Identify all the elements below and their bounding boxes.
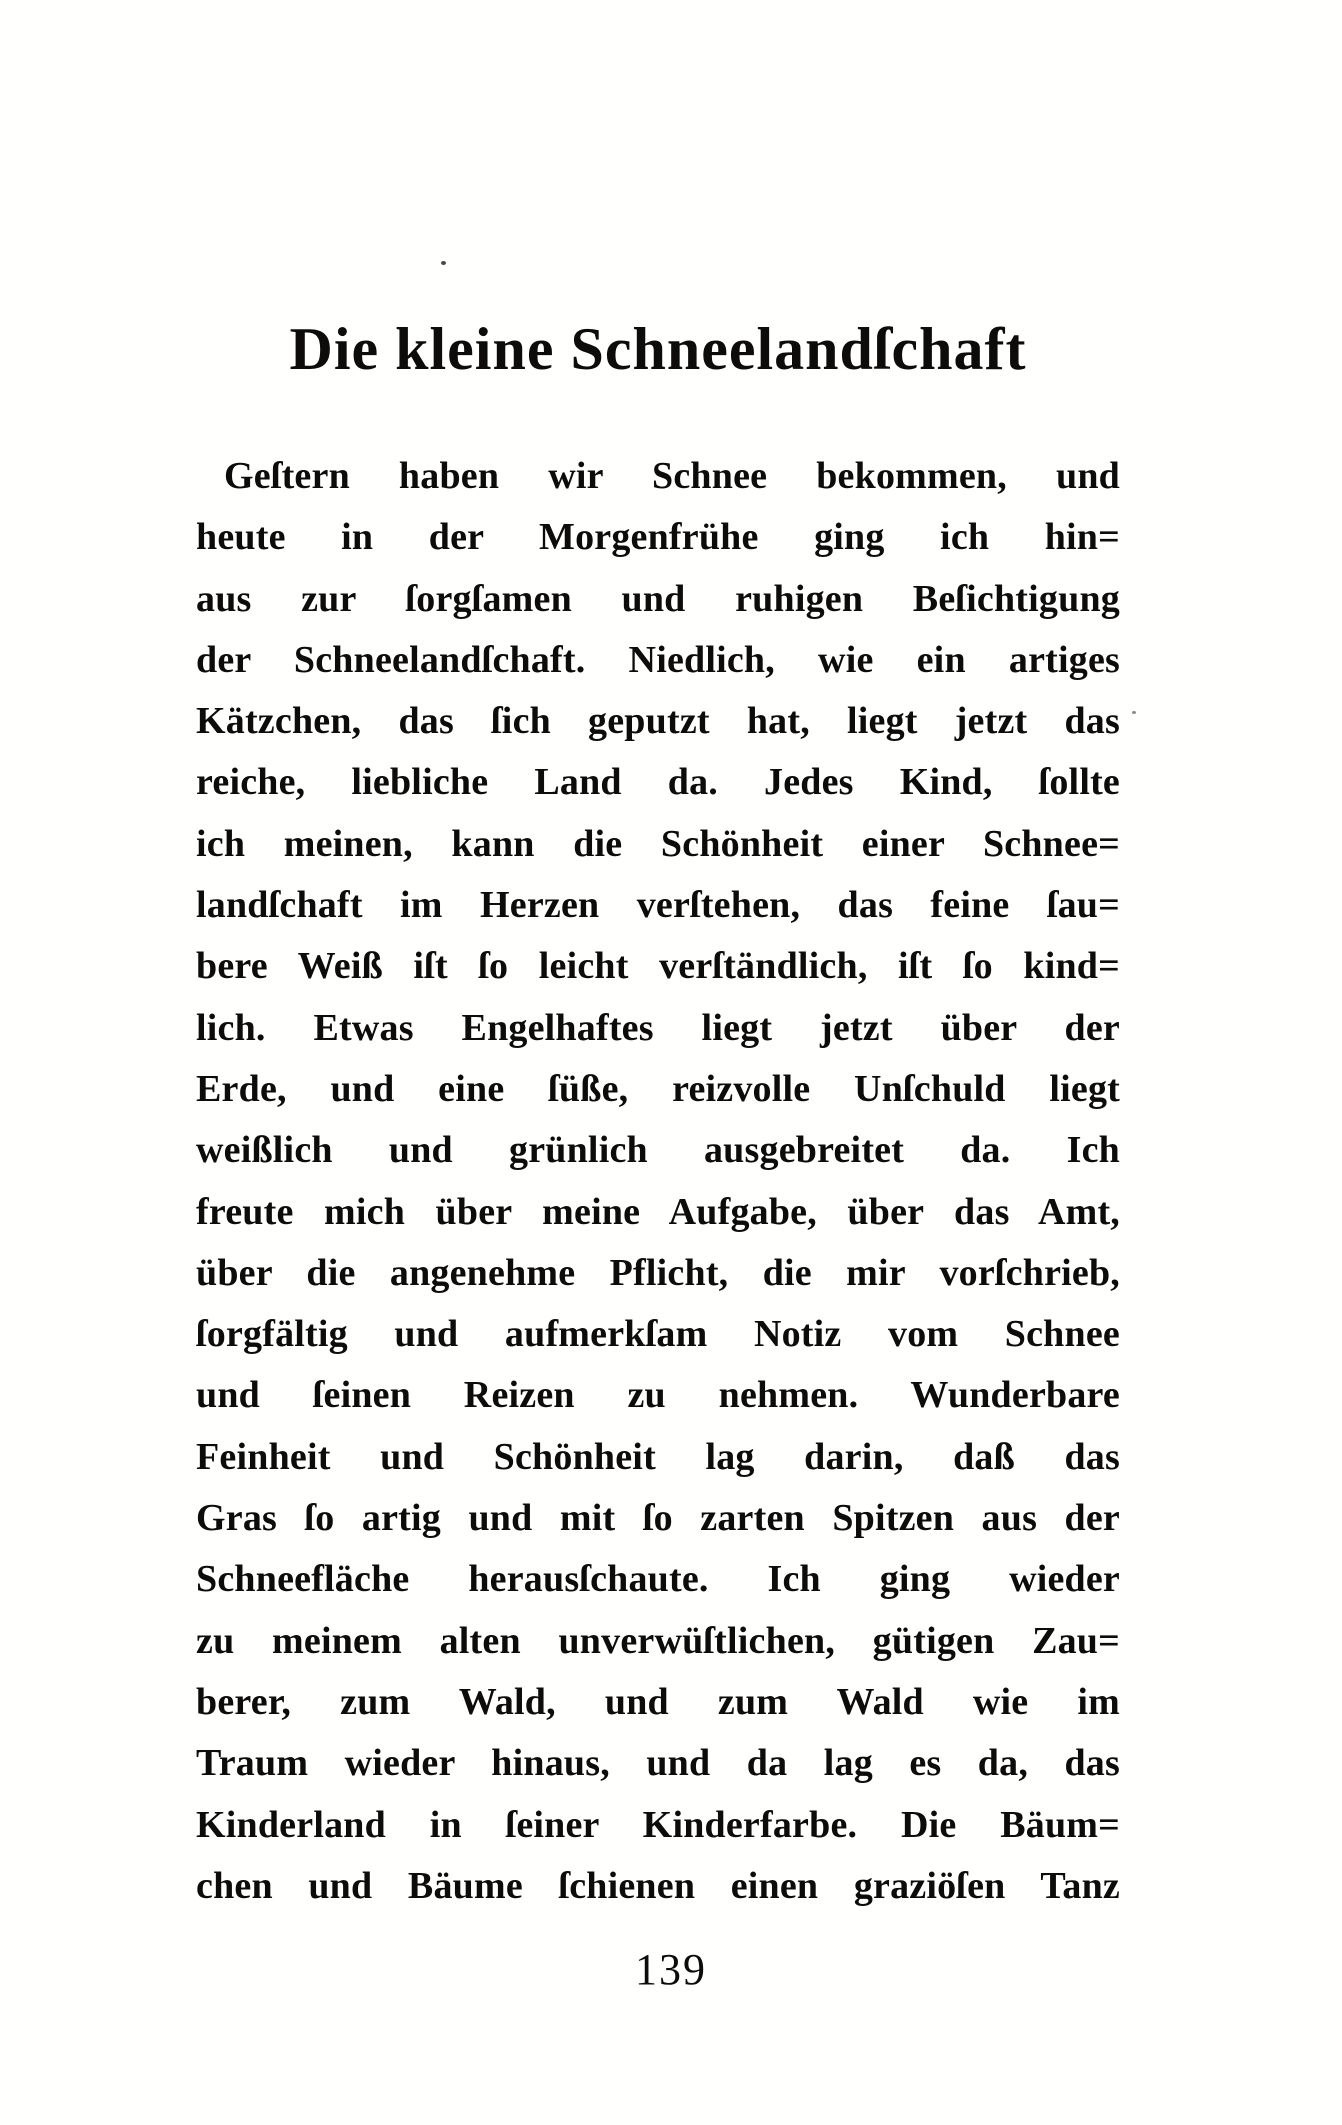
body-line: Schneefläche herausſchaute. Ich ging wieder [196, 1558, 1120, 1601]
body-line: Gras ſo artig und mit ſo zarten Spitzen aus der [196, 1497, 1120, 1540]
body-line: chen und Bäume ſchienen einen graziöſen Tanz [196, 1864, 1120, 1907]
scan-speck [1132, 711, 1136, 714]
body-line: landſchaft im Herzen verſtehen, das feine ſau= [196, 884, 1120, 927]
body-line: über die angenehme Pflicht, die mir vorſchrieb, [196, 1251, 1120, 1294]
body-line: Traum wieder hinaus, und da lag es da, das [196, 1742, 1120, 1785]
body-line: berer, zum Wald, und zum Wald wie im [196, 1680, 1120, 1723]
body-line: Kätzchen, das ſich geputzt hat, liegt jetzt das [196, 700, 1120, 743]
body-line: reiche, liebliche Land da. Jedes Kind, ſollte [196, 761, 1120, 804]
body-line: freute mich über meine Aufgabe, über das Amt, [196, 1190, 1120, 1233]
scan-speck [441, 261, 446, 265]
body-text [196, 446, 1120, 1917]
body-line: der Schneelandſchaft. Niedlich, wie ein artiges [196, 638, 1120, 681]
body-line: lich. Etwas Engelhaftes liegt jetzt über der [196, 1006, 1120, 1049]
page-title: Die kleine Schneelandſchaft [289, 316, 1027, 382]
body-line: weißlich und grünlich ausgebreitet da. Ich [196, 1129, 1120, 1172]
page-number: 139 [635, 1945, 707, 1994]
body-line: zu meinem alten unverwüſtlichen, gütigen Zau= [196, 1619, 1120, 1662]
body-line: ich meinen, kann die Schönheit einer Schnee= [196, 822, 1120, 865]
body-line: und ſeinen Reizen zu nehmen. Wunderbare [196, 1374, 1120, 1417]
body-line: aus zur ſorgſamen und ruhigen Beſichtigung [196, 577, 1120, 620]
body-line: Erde, und eine ſüße, reizvolle Unſchuld liegt [196, 1067, 1120, 1110]
body-line: bere Weiß iſt ſo leicht verſtändlich, iſt ſo kind= [196, 945, 1120, 988]
body-line: Kinderland in ſeiner Kinderfarbe. Die Bäum= [196, 1803, 1120, 1846]
body-line: heute in der Morgenfrühe ging ich hin= [196, 516, 1120, 559]
body-line: ſorgfältig und aufmerkſam Notiz vom Schnee [196, 1313, 1120, 1356]
body-line: Geſtern haben wir Schnee bekommen, und [224, 455, 1120, 497]
body-line: Feinheit und Schönheit lag darin, daß das [196, 1435, 1120, 1478]
